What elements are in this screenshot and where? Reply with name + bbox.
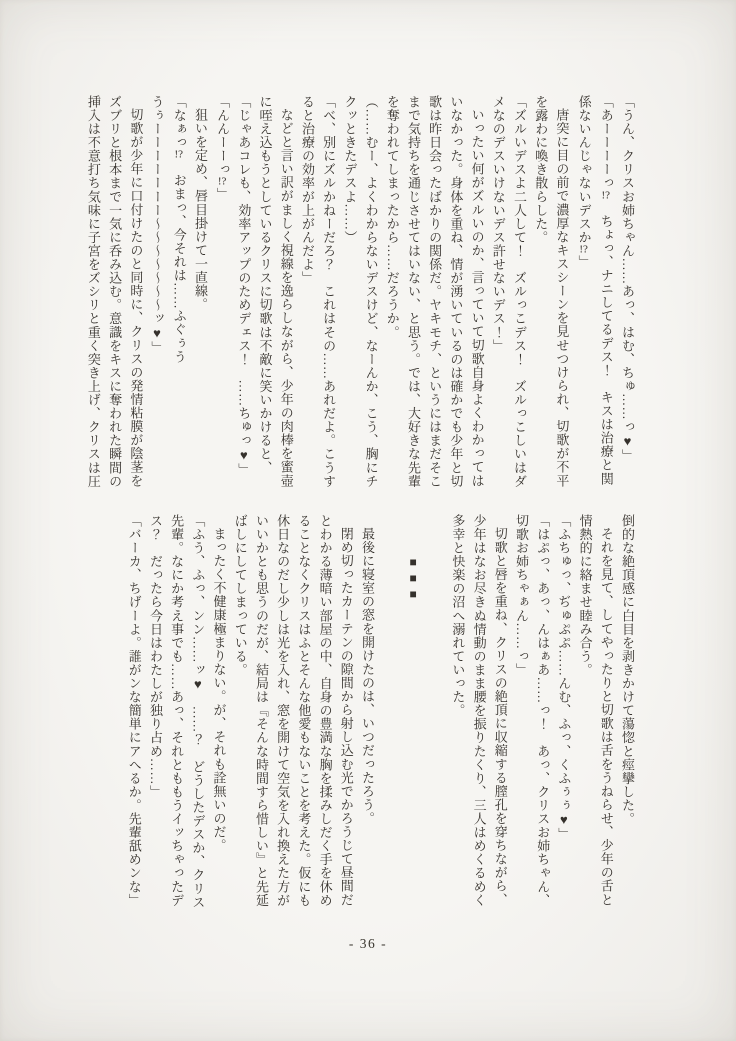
paragraph-dialogue: 「はぷっ、あっ、んはぁあ……っ！ あっ、クリスお姉ちゃん、切歌お姉ちゃぁん……っ」 (513, 514, 551, 907)
paragraph-dialogue: 「バーカ、ちげーよ。誰がンな簡単にアへるか。先輩舐めンな」 (126, 514, 142, 907)
paragraph-narrative: いったい何がズルいのか、言っていて切歌自身よくわかってはいなかった。身体を重ね、情が湧いているのは確かでも少年と切歌は昨日会ったばかりの関係だ。ヤキモチ、というにはまだそこまで気持ちを通じさせてはいない、と思う。では、大好きな先輩を奪われてしまったから……だろうか。 (384, 95, 485, 488)
paragraph-dialogue: 「なぁっ!? おまっ、今それは……ふぐぅううぅーーーーーーー〜〜〜〜〜〜〜ッ♥」 (149, 95, 187, 364)
page-number: - 36 - (348, 936, 388, 951)
paragraph-continuation: 倒的な絶頂感に白目を剥きかけて蕩惚と痙攣した。 (620, 514, 635, 826)
paragraph-narrative: 唐突に目の前で濃厚なキスシーンを見せつけられ、切歌が不平を露わに喚き散らした。 (533, 95, 570, 488)
exclamation-question-mark: !? (601, 189, 611, 201)
section-separator: ■■■ (406, 555, 421, 603)
exclamation-question-mark: !? (579, 244, 588, 256)
paragraph-dialogue: 「ふちゅっ、ぢゅぷぷ……んむ、ふっ、くふぅぅ♥」 (556, 514, 572, 842)
paragraph-narrative: 狙いを定め、唇目掛けて一直線。 (192, 108, 208, 312)
paragraph-dialogue: 「べ、別にズルかねーだろ？ これはその……あれだよ。こうすると治療の効率が上がんだよ」 (299, 95, 337, 488)
text-block-top (83, 95, 638, 491)
paragraph-dialogue: 「うん、クリスお姉ちゃん……あっ、はむ、ちゅ……っ♥」 (620, 95, 635, 463)
paragraph-dialogue: （……むー、よくわからないデスけど、なーんか、こう、胸にチクッときたデスよ……） (342, 95, 379, 488)
paragraph-dialogue: 「あーーーーっ!? ちょっ、ナニしてるデス！ キスは治療と関係ないんじゃないデスか!?」 (576, 95, 614, 486)
paragraph-narrative: などと言い訳がましく視線を逸らしながら、少年の肉棒を蜜壺に咥え込もうとしているクリスに切歌は不敵に笑いかけると、 (257, 95, 294, 488)
paragraph-narrative: 切歌が少年に口付けたのと同時に、クリスの発情粘膜が陰茎をズブリと根本まで一気に呑み込む。意識をキスに奪われた瞬間の挿入は不意打ち気味に子宮をズシリと重く突き上げ、クリスは圧 (85, 95, 144, 488)
paragraph-dialogue: 「んんーーっ!?」 (215, 95, 231, 201)
paragraph-narrative: 閉め切ったカーテンの隙間から射し込む光でかろうじて昼間だとわかる薄暗い部屋の中、自身の豊満な胸を揉みしだく手を休めることなくクリスはふとそんな他愛もないことを考えた。仮にも休日なのだし少しは光を入れ、窓を開けて空気を入れ換えた方がいいかとも思うのだが、結局は『そんな時間すら惜しい』と先延ばしにしてしまっている。 (232, 514, 354, 907)
paragraph-narrative: 切歌と唇を重ね、クリスの絶頂に収縮する膣孔を穿ちながら、少年はなお尽きぬ情動のまま腰を振りたくり、三人はめくるめく多幸と快楽の沼へ溺れていった。 (450, 514, 508, 907)
exclamation-question-mark: !? (174, 149, 183, 161)
paragraph-narrative: 最後に寝室の窓を開けたのは、いつだったろう。 (359, 527, 375, 826)
paragraph-dialogue: 「ふう、ふっ、ンン……ッ♥ ……？ どうしたデスか、クリス先輩。なにか考え事でも……あっ、それとももうイッちゃったデス？ だったら今日はわたしが独り占め……」 (147, 514, 206, 909)
text-block-bottom (124, 514, 638, 910)
paragraph-narrative: まったく不健康極まりない。が、それも詮無いのだ。 (211, 527, 227, 853)
paragraph-narrative: それを見て、してやったりと切歌は舌をうねらせ、少年の舌と情熱的に絡ませ睦み合う。 (577, 514, 614, 907)
exclamation-question-mark: !? (217, 176, 227, 188)
paragraph-dialogue: 「ズルいデスよ二人して！ ズルっこデス！ ズルっこしいはダメなのデスいけないデス許せないデス！」 (490, 95, 527, 488)
paragraph-dialogue: 「じゃあコレも、効率アップのためデェス！ ……ちゅっ♥」 (236, 95, 252, 477)
